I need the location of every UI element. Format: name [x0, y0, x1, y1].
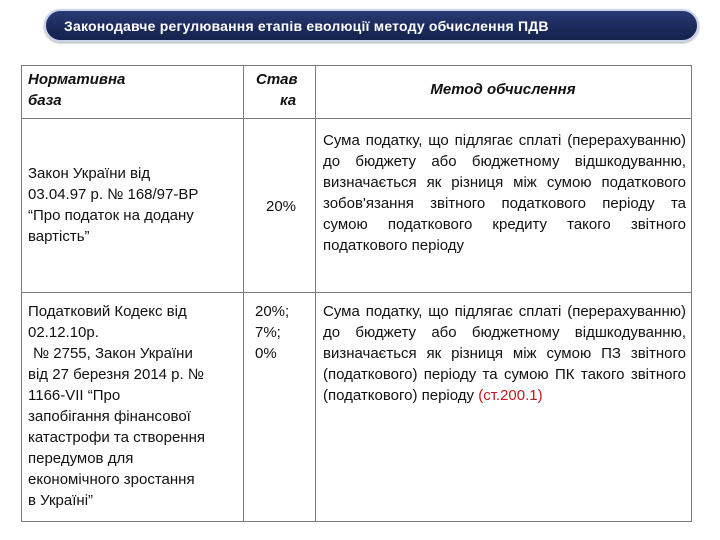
- vat-regulation-table: [21, 65, 692, 522]
- text-line: передумов для: [28, 450, 134, 467]
- text-line: 02.12.10р.: [28, 324, 99, 341]
- text-line: 1166-VII “Про: [28, 387, 121, 404]
- text-line: від 27 березня 2014 р. №: [28, 366, 204, 383]
- row1-method: [323, 130, 686, 256]
- text-line: Податковий Кодекс від: [28, 303, 187, 320]
- text-line: в Україні”: [28, 492, 94, 509]
- column-header-method: Метод обчислення: [430, 81, 576, 98]
- text-line: 03.04.97 р. № 168/97-ВР: [28, 186, 199, 203]
- column-divider: [243, 66, 244, 521]
- row1-legal-basis: [28, 163, 240, 247]
- row2-rates: [255, 301, 289, 364]
- header-line: ка: [280, 92, 297, 109]
- article-reference: (ст.200.1): [478, 387, 543, 404]
- text-line: “Про податок на додану: [28, 207, 194, 224]
- text-line: катастрофи та створення: [28, 429, 205, 446]
- column-divider: [315, 66, 316, 521]
- header-line: Нормативна: [28, 71, 126, 88]
- rate-line: 20%;: [255, 303, 290, 320]
- text-line: економічного зростання: [28, 471, 195, 488]
- rate-line: 7%;: [255, 324, 281, 341]
- header-line: Став: [256, 71, 298, 88]
- text-line: № 2755, Закон України: [33, 345, 193, 362]
- slide-title: Законодавче регулювання етапів еволюції методу обчислення ПДВ: [64, 18, 549, 34]
- method-text: Сума податку, що підлягає сплаті (перерахуванню) до бюджету або бюджетному відшкодуванню, визначається як різниця між сумою податкового зобов'язання звітного податкового періоду та сумою податкового кредиту такого звітного податкового періоду: [323, 132, 686, 254]
- text-line: вартість”: [28, 228, 90, 245]
- method-text: Сума податку, що підлягає сплаті (перерахуванню) до бюджету або бюджетному відшкодуванню, визначається як різниця між сумою ПЗ звітного (податкового) періоду та сумою ПК такого звітного (податкового) періоду: [323, 303, 686, 404]
- column-header-rate: [248, 69, 310, 111]
- column-header-legal-basis: [28, 69, 238, 111]
- text-line: Закон України від: [28, 165, 151, 182]
- row1-rate: 20%: [266, 198, 297, 215]
- row-divider: [22, 292, 691, 293]
- row2-legal-basis: [28, 301, 242, 511]
- rate-line: 0%: [255, 345, 277, 362]
- text-line: запобігання фінансової: [28, 408, 191, 425]
- header-divider: [22, 118, 691, 119]
- header-line: база: [28, 92, 62, 109]
- row2-method: [323, 301, 686, 406]
- slide-title-bar: [44, 9, 699, 42]
